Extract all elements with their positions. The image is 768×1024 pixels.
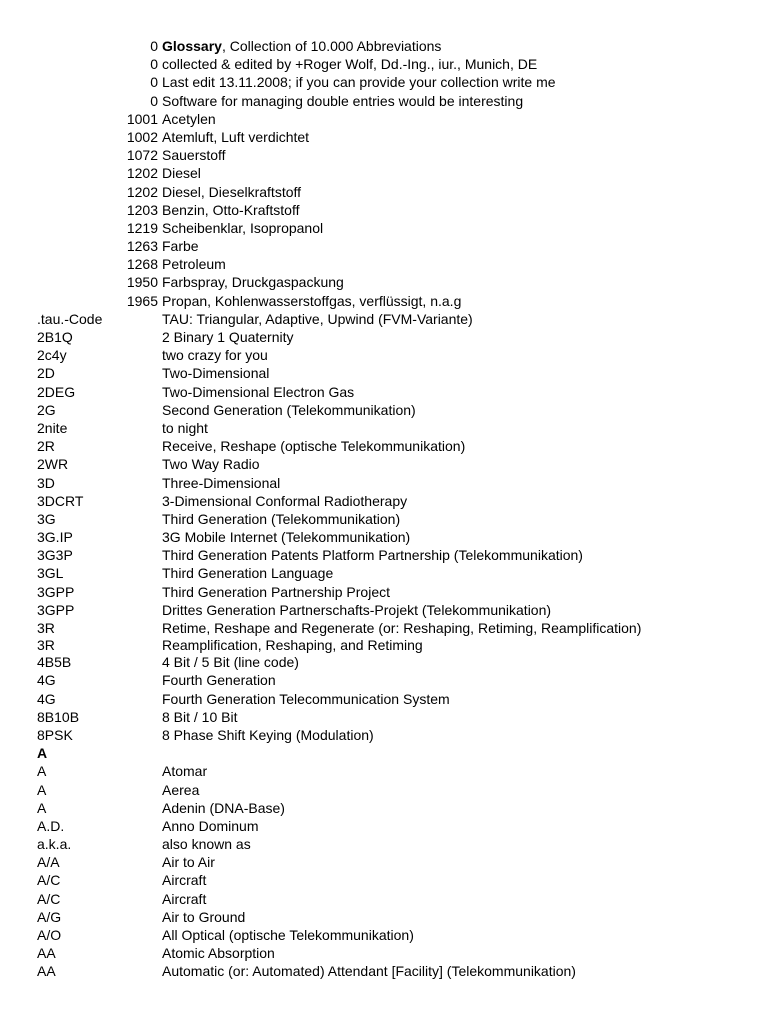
glossary-entry [0,671,768,689]
entry-description: Second Generation (Telekommunikation) [162,401,416,418]
row-text-body: Petroleum [162,256,226,273]
row-text-body: Software for managing double entries would be interesting [162,92,524,109]
entry-description: Aerea [162,781,200,798]
row-text-body: , Collection of 10.000 Abbreviations [221,38,442,54]
glossary-entry [0,455,768,473]
entry-abbreviation: 3GPP [37,601,75,618]
glossary-entry [0,853,768,871]
entry-abbreviation: 3R [37,637,55,654]
header-row [0,183,768,201]
row-text [162,146,226,164]
entry-abbreviation: A/C [37,890,61,907]
glossary-entry [0,437,768,455]
entry-description: Adenin (DNA-Base) [162,799,285,816]
entry-abbreviation: 2B1Q [37,329,73,345]
row-number: 0 [150,92,158,109]
glossary-entry [0,364,768,382]
entry-abbreviation: A [37,799,47,816]
entry-description: also known as [162,836,251,853]
entry-description: Anno Dominum [162,817,259,834]
entry-abbreviation: 2D [37,365,55,382]
entry-description: 3-Dimensional Conformal Radiotherapy [162,492,408,509]
header-row [0,219,768,237]
entry-abbreviation: 4G [37,672,56,689]
entry-description: 2 Binary 1 Quaternity [162,329,294,345]
header-row [0,237,768,255]
glossary-entry [0,601,768,619]
glossary-entry [0,419,768,437]
entry-description: Fourth Generation Telecommunication System [162,690,450,707]
glossary-entry [0,401,768,419]
row-text-body: Propan, Kohlenwasserstoffgas, verflüssigt, n.a.g [162,292,462,309]
header-row [0,110,768,128]
glossary-entry [0,944,768,962]
row-text-body: Benzin, Otto-Kraftstoff [162,201,300,218]
entry-description: Retime, Reshape and Regenerate (or: Reshaping, Retiming, Reamplification) [162,620,642,636]
header-row [0,37,768,55]
glossary-entry [0,492,768,510]
entry-description: to night [162,419,208,436]
row-text [162,255,226,273]
row-number: 1263 [126,238,158,255]
entry-abbreviation: A.D. [37,817,65,834]
glossary-entry [0,781,768,799]
row-text-body: Sauerstoff [162,147,226,164]
row-text-body: Farbe [162,238,199,255]
row-text [162,128,309,146]
entry-abbreviation: A [37,781,47,798]
row-text [162,219,323,237]
row-text [162,92,523,110]
entry-description: Two Way Radio [162,456,260,473]
glossary-entry [0,908,768,926]
entry-abbreviation: 4B5B [37,654,72,671]
entry-abbreviation: 2R [37,438,55,455]
entry-abbreviation: 3R [37,620,55,636]
row-text-body: Farbspray, Druckgaspackung [162,274,344,291]
entry-abbreviation: 3DCRT [37,492,84,509]
header-row [0,128,768,146]
entry-abbreviation: AA [37,963,56,980]
entry-description: Two-Dimensional [162,365,270,382]
entry-abbreviation: 3G3P [37,547,73,564]
header-row [0,73,768,91]
entry-description: All Optical (optische Telekommunikation) [162,927,414,943]
entry-abbreviation: A/C [37,872,61,889]
row-text [162,164,201,182]
row-number: 1268 [126,256,158,273]
entry-description: Air to Ground [162,908,246,925]
entry-description: Aircraft [162,890,207,907]
glossary-entry [0,799,768,817]
row-text-body: Diesel, Dieselkraftstoff [162,183,302,200]
entry-description: 8 Bit / 10 Bit [162,708,238,725]
entry-description: TAU: Triangular, Adaptive, Upwind (FVM-Variante) [162,310,473,327]
entry-description: Two-Dimensional Electron Gas [162,383,355,400]
header-row [0,201,768,219]
row-number: 1965 [126,292,158,309]
row-text-body: Acetylen [162,110,216,127]
entry-description: 4 Bit / 5 Bit (line code) [162,654,299,671]
entry-abbreviation: 8PSK [37,726,73,743]
entry-description: Third Generation Patents Platform Partnership (Telekommunikation) [162,547,583,564]
glossary-entry [0,962,768,980]
glossary-entry [0,619,768,637]
glossary-entry [0,583,768,601]
row-text [162,183,301,201]
glossary-entry [0,817,768,835]
entry-abbreviation: A [37,763,47,780]
row-number: 0 [150,74,158,91]
entry-abbreviation: 3D [37,474,55,491]
entry-description: Atomic Absorption [162,945,275,962]
header-row [0,146,768,164]
entry-abbreviation: 3GL [37,565,64,582]
row-text-body: Diesel [162,165,201,182]
glossary-entry [0,835,768,853]
entry-abbreviation: A/G [37,908,62,925]
section-letter: A [37,745,48,762]
glossary-entry [0,726,768,744]
row-number: 0 [150,38,158,54]
glossary-entry [0,708,768,726]
entry-description: 8 Phase Shift Keying (Modulation) [162,726,374,743]
entry-description: Drittes Generation Partnerschafts-Projekt (Telekommunikation) [162,601,552,618]
row-text-body: Scheibenklar, Isopropanol [162,219,324,236]
header-row [0,255,768,273]
row-text [162,201,299,219]
row-text [162,237,199,255]
entry-description: Third Generation Partnership Project [162,583,390,600]
entry-description: Third Generation (Telekommunikation) [162,510,401,527]
entry-description: Atomar [162,763,208,780]
entry-abbreviation: A/O [37,927,62,943]
entry-abbreviation: 3G [37,510,56,527]
entry-description: two crazy for you [162,347,268,364]
entry-description: Receive, Reshape (optische Telekommunikation) [162,438,466,455]
entry-description: Aircraft [162,872,207,889]
glossary-entry [0,528,768,546]
entry-abbreviation: AA [37,945,56,962]
glossary-entry [0,328,768,346]
glossary-list [0,37,768,981]
row-number: 1202 [126,165,158,182]
glossary-entry [0,653,768,671]
entry-abbreviation: a.k.a. [37,836,72,853]
glossary-entry [0,546,768,564]
glossary-entry [0,690,768,708]
row-text [162,273,344,291]
entry-abbreviation: A/A [37,854,60,871]
row-text [162,292,461,310]
header-row [0,92,768,110]
row-number: 1202 [126,183,158,200]
entry-description: Air to Air [162,854,215,871]
entry-abbreviation: 2DEG [37,383,76,400]
glossary-entry [0,744,768,762]
row-number: 0 [150,56,158,73]
entry-description: 3G Mobile Internet (Telekommunikation) [162,529,411,546]
entry-description: Reamplification, Reshaping, and Retiming [162,637,423,654]
glossary-entry [0,871,768,889]
entry-abbreviation: 3GPP [37,583,75,600]
entry-abbreviation: 8B10B [37,708,80,725]
entry-description: Third Generation Language [162,565,334,582]
glossary-title: Glossary [162,38,222,54]
row-text [162,55,537,73]
entry-description: Three-Dimensional [162,474,281,491]
glossary-entry [0,637,768,653]
row-number: 1219 [126,219,158,236]
entry-abbreviation: .tau.-Code [37,310,103,327]
entry-abbreviation: 2nite [37,419,68,436]
glossary-entry [0,474,768,492]
glossary-entry [0,310,768,328]
row-text-body: collected & edited by +Roger Wolf, Dd.-Ing., iur., Munich, DE [162,56,538,73]
entry-description: Automatic (or: Automated) Attendant [Facility] (Telekommunikation) [162,963,576,980]
header-row [0,292,768,310]
entry-abbreviation: 2WR [37,456,69,473]
row-number: 1203 [126,201,158,218]
entry-abbreviation: 3G.IP [37,529,73,546]
entry-abbreviation: 4G [37,690,56,707]
glossary-entry [0,762,768,780]
glossary-entry [0,926,768,944]
glossary-entry [0,564,768,582]
row-text-body: Last edit 13.11.2008; if you can provide your collection write me [162,74,556,91]
glossary-entry [0,510,768,528]
glossary-entry [0,383,768,401]
row-number: 1002 [126,128,158,145]
header-row [0,164,768,182]
entry-description: Fourth Generation [162,672,276,689]
row-number: 1001 [126,110,158,127]
header-row [0,273,768,291]
glossary-entry [0,346,768,364]
row-text [162,73,556,91]
row-text-body: Atemluft, Luft verdichtet [162,128,310,145]
row-number: 1950 [126,274,158,291]
entry-abbreviation: 2c4y [37,347,67,364]
row-text [162,110,216,128]
header-row [0,55,768,73]
row-text [162,37,441,55]
entry-abbreviation: 2G [37,401,56,418]
row-number: 1072 [126,147,158,164]
glossary-entry [0,890,768,908]
